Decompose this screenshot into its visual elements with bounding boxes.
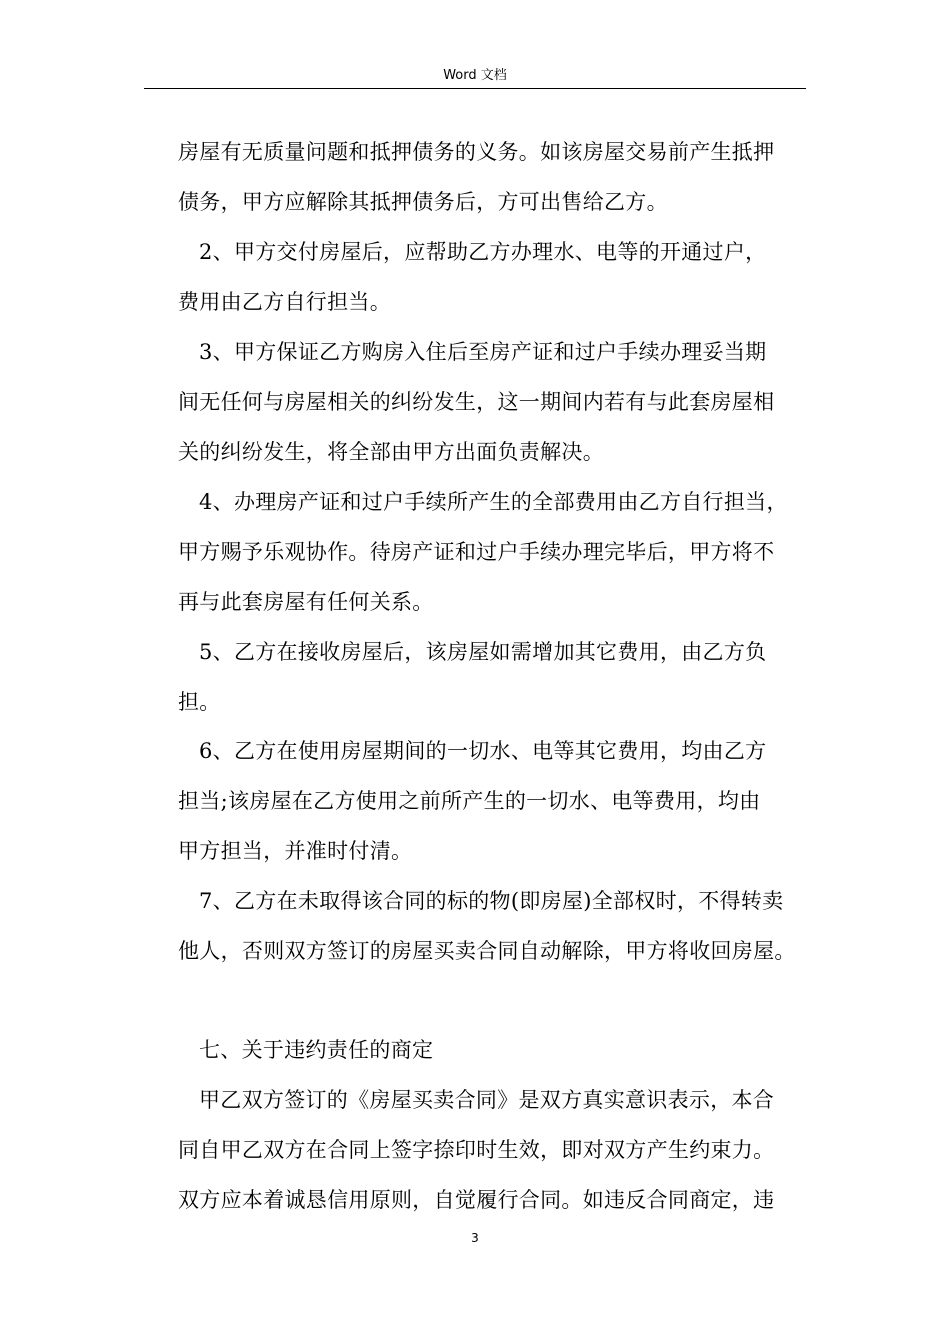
text-line: 3、甲方保证乙方购房入住后至房产证和过户手续办理妥当期: [199, 340, 767, 364]
text-line: 甲乙双方签订的《房屋买卖合同》是双方真实意识表示，本合: [199, 1088, 775, 1112]
text-line: 6、乙方在使用房屋期间的一切水、电等其它费用，均由乙方: [199, 739, 767, 763]
page-number: 3: [471, 1231, 479, 1245]
text-line: 费用由乙方自行担当。: [178, 290, 391, 314]
text-line: 担当;该房屋在乙方使用之前所产生的一切水、电等费用，均由: [178, 789, 761, 813]
text-line: 7、乙方在未取得该合同的标的物(即房屋)全部权时，不得转卖: [199, 889, 784, 913]
text-line: 5、乙方在接收房屋后，该房屋如需增加其它费用，由乙方负: [199, 640, 767, 664]
text-line: 关的纠纷发生，将全部由甲方出面负责解决。: [178, 440, 604, 464]
text-line: 间无任何与房屋相关的纠纷发生，这一期间内若有与此套房屋相: [178, 390, 775, 414]
text-line: 甲方担当，并准时付清。: [178, 839, 413, 863]
text-line: 再与此套房屋有任何关系。: [178, 590, 434, 614]
text-line: 房屋有无质量问题和抵押债务的义务。如该房屋交易前产生抵押: [178, 140, 775, 164]
text-line: 担。: [178, 690, 221, 714]
text-line: 2、甲方交付房屋后，应帮助乙方办理水、电等的开通过户，: [199, 240, 767, 264]
text-line: 4、办理房产证和过户手续所产生的全部费用由乙方自行担当，: [199, 490, 788, 514]
text-line: 债务，甲方应解除其抵押债务后，方可出售给乙方。: [178, 190, 668, 214]
text-line: 甲方赐予乐观协作。待房产证和过户手续办理完毕后，甲方将不: [178, 540, 775, 564]
header-divider: [144, 88, 806, 89]
text-line: 他人，否则双方签订的房屋买卖合同自动解除，甲方将收回房屋。: [178, 939, 796, 963]
section-heading: 七、关于违约责任的商定: [199, 1038, 434, 1062]
text-line: 双方应本着诚恳信用原则，自觉履行合同。如违反合同商定，违: [178, 1188, 775, 1212]
text-line: 同自甲乙双方在合同上签字捺印时生效，即对双方产生约束力。: [178, 1138, 775, 1162]
page-header-label: Word 文档: [443, 68, 507, 83]
